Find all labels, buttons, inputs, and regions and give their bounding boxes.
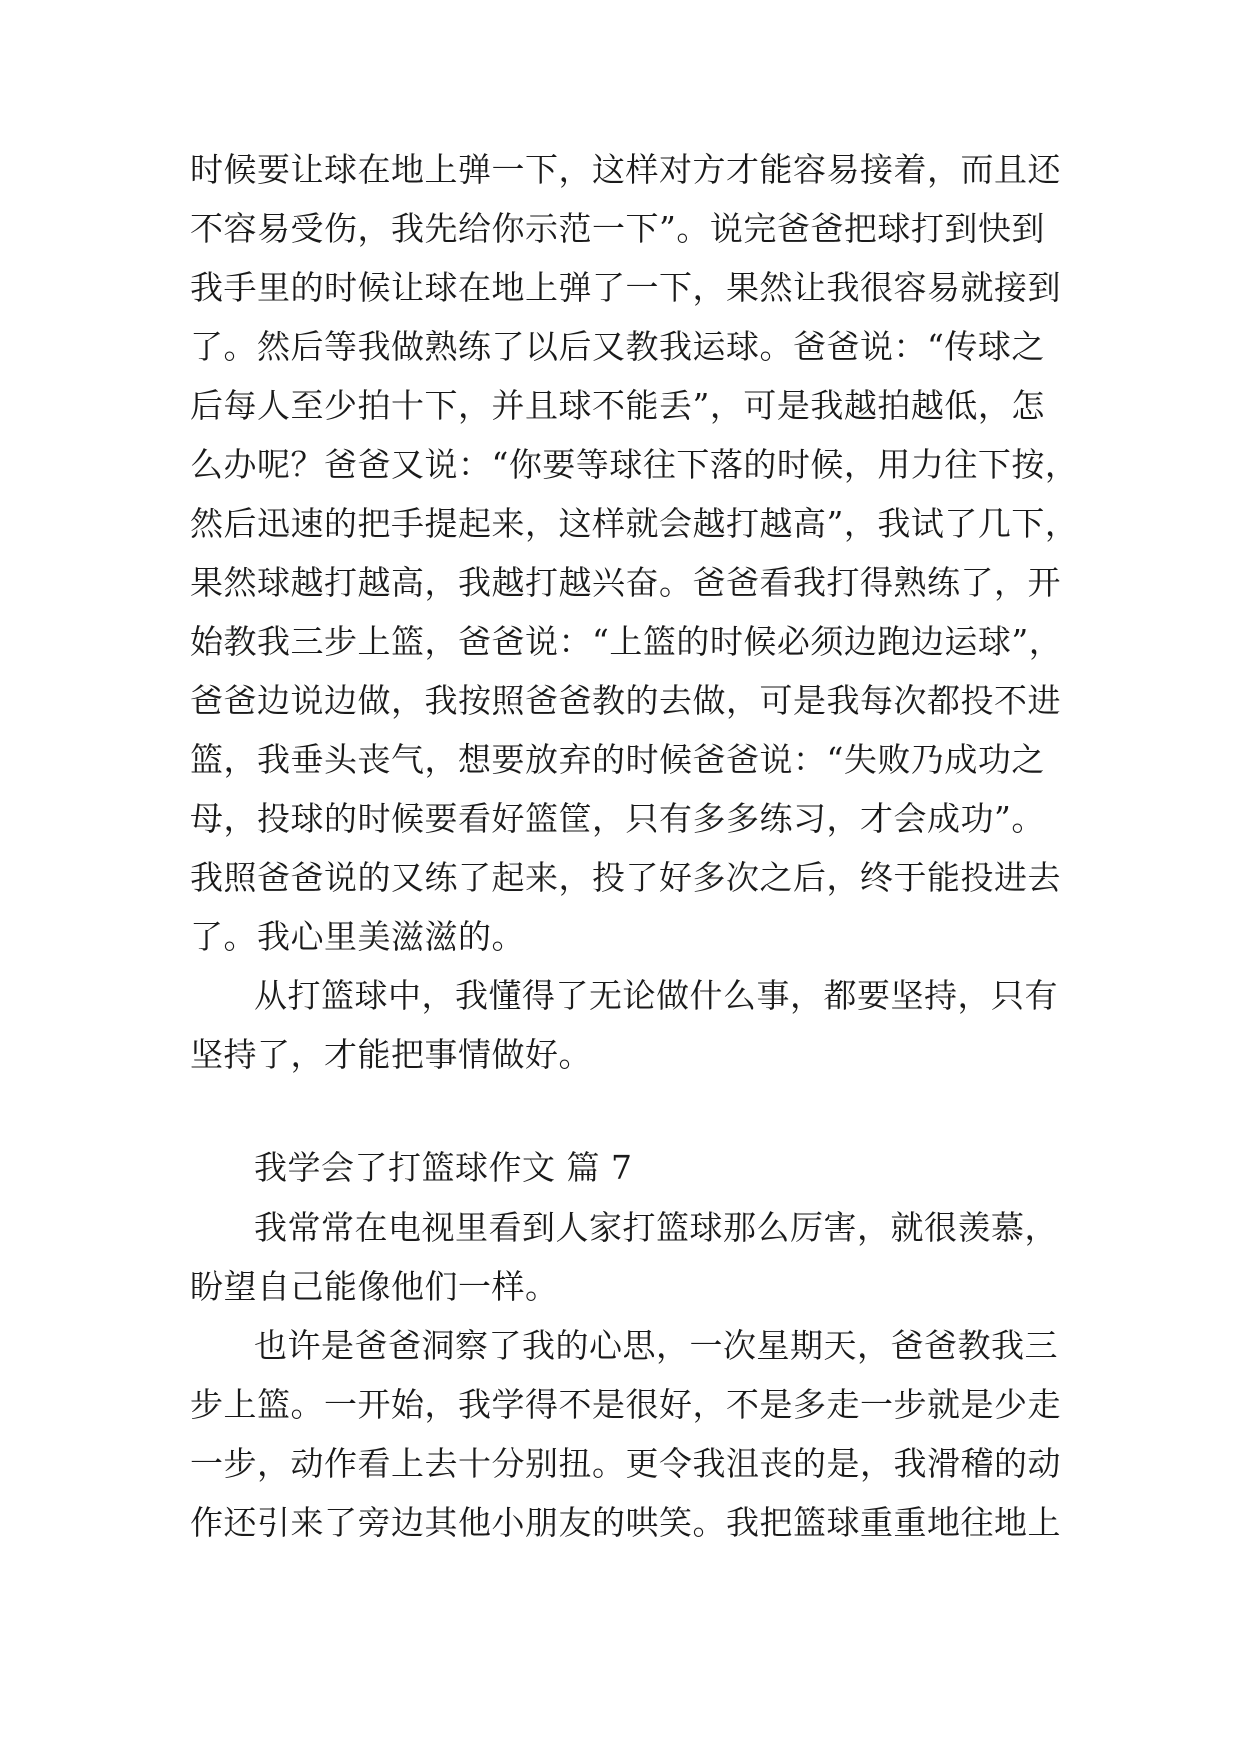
- text-line: 一步，动作看上去十分别扭。更令我沮丧的是，我滑稽的动: [190, 1444, 1061, 1483]
- text-line: 始教我三步上篮，爸爸说：“上篮的时候必须边跑边运球”，: [190, 622, 1063, 661]
- paragraph-first-line: 从打篮球中，我懂得了无论做什么事，都要坚持，只有: [254, 976, 1058, 1015]
- text-line: 篮，我垂头丧气，想要放弃的时候爸爸说：“失败乃成功之: [190, 740, 1045, 779]
- text-line: 果然球越打越高，我越打越兴奋。爸爸看我打得熟练了，开: [190, 563, 1061, 602]
- text-line: 爸爸边说边做，我按照爸爸教的去做，可是我每次都投不进: [190, 681, 1061, 720]
- text-line: 作还引来了旁边其他小朋友的哄笑。我把篮球重重地往地上: [190, 1503, 1061, 1542]
- text-line: 我手里的时候让球在地上弹了一下，果然让我很容易就接到: [190, 268, 1061, 307]
- text-line: 不容易受伤，我先给你示范一下”。说完爸爸把球打到快到: [190, 209, 1045, 248]
- text-line: 盼望自己能像他们一样。: [190, 1267, 559, 1306]
- text-line: 我照爸爸说的又练了起来，投了好多次之后，终于能投进去: [190, 858, 1061, 897]
- text-line: 然后迅速的把手提起来，这样就会越打越高”，我试了几下，: [190, 504, 1079, 543]
- text-line: 时候要让球在地上弹一下，这样对方才能容易接着，而且还: [190, 150, 1061, 189]
- text-line: 步上篮。一开始，我学得不是很好，不是多走一步就是少走: [190, 1385, 1061, 1424]
- text-line: 么办呢？爸爸又说：“你要等球往下落的时候，用力往下按，: [190, 445, 1079, 484]
- paragraph-first-line: 我常常在电视里看到人家打篮球那么厉害，就很羡慕，: [254, 1208, 1058, 1247]
- paragraph-first-line: 也许是爸爸洞察了我的心思，一次星期天，爸爸教我三: [254, 1326, 1058, 1365]
- text-line: 了。然后等我做熟练了以后又教我运球。爸爸说：“传球之: [190, 327, 1045, 366]
- text-line: 母，投球的时候要看好篮筐，只有多多练习，才会成功”。: [190, 799, 1045, 838]
- text-line: 了。我心里美滋滋的。: [190, 917, 525, 956]
- section-heading: 我学会了打篮球作文 篇 7: [254, 1148, 633, 1187]
- text-line: 坚持了，才能把事情做好。: [190, 1035, 592, 1074]
- text-line: 后每人至少拍十下，并且球不能丢”，可是我越拍越低，怎: [190, 386, 1045, 425]
